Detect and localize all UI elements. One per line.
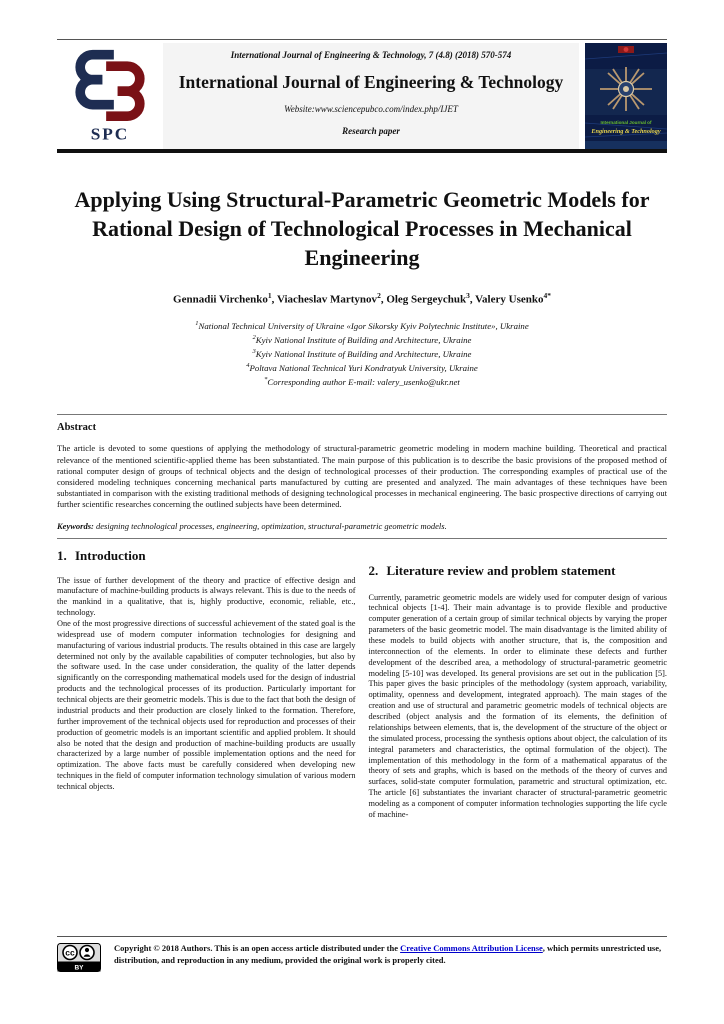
affiliation-mark: 1 xyxy=(195,319,199,327)
affiliation-line xyxy=(57,361,667,375)
abstract-bottom-divider xyxy=(57,538,667,539)
body-paragraph: The issue of further development of the theory and practice of effective design and manufacture of machine-building products is always relevant. This is due to the needs of the mankind in a qualitative, that is, highly productive, economic, reliable, etc., technology. xyxy=(57,575,356,618)
corresponding-author-mark: * xyxy=(264,376,268,384)
journal-website: Website:www.sciencepubco.com/index.php/IJET xyxy=(284,104,458,114)
author-name: , Oleg Sergeychuk xyxy=(380,293,467,306)
body-columns xyxy=(57,548,667,821)
spc-logo-icon xyxy=(60,46,160,146)
cc-by-license-icon xyxy=(57,943,101,977)
journal-title: International Journal of Engineering & Technology xyxy=(178,72,564,92)
affiliation-text: National Technical University of Ukraine «Igor Sikorsky Kyiv Polytechnic Institute», Ukraine xyxy=(198,320,529,331)
creative-commons-license-link[interactable]: Creative Commons Attribution License xyxy=(400,943,543,953)
svg-text:cc: cc xyxy=(65,947,75,958)
section-title: Introduction xyxy=(75,547,146,563)
header-center-band xyxy=(163,43,579,149)
section-number: 2. xyxy=(368,562,379,578)
abstract-heading: Abstract xyxy=(57,422,97,434)
author-name: , Viacheslav Martynov xyxy=(271,293,378,306)
cover-title-text: Engineering & Technology xyxy=(591,128,661,135)
abstract-top-divider xyxy=(57,414,667,415)
author-affiliation-mark: 2 xyxy=(377,291,381,301)
affiliation-mark: 2 xyxy=(252,333,256,341)
license-footer xyxy=(57,936,667,977)
keywords-line xyxy=(57,521,667,531)
journal-header xyxy=(57,43,667,149)
corresponding-author-line xyxy=(57,375,667,389)
affiliation-text: Kyiv National Institute of Building and Architecture, Ukraine xyxy=(255,334,472,345)
author-affiliation-mark: 1 xyxy=(267,291,272,301)
author-affiliation-mark: 4* xyxy=(543,291,551,301)
abstract-body: The article is devoted to some questions of applying the methodology of structural-parametric geometric modeling in modern machine building. Theoretical and practical relevance of the mentioned scientific-applied theme has been substantiated. The main purpose of this publication is to describe the basic provisions of the proposed method of rational computer design of groups of technical objects and the design of technological processes of their production. The corresponding examples of practical use of the considered modeling techniques concerning mechanical parts manufactured by cutting are presented and analyzed. The main advantages of these techniques have been substantiated in comparison with the existing traditional methods of designing technological processes in mechanical engineering. The basic prospective directions of carrying out further scientific researches concerning the outlined subjects have been determined. xyxy=(57,443,667,510)
spc-logo xyxy=(57,43,163,149)
top-divider xyxy=(57,39,667,40)
affiliation-text: Kyiv National Institute of Building and Architecture, Ukraine xyxy=(255,348,472,359)
copyright-prefix: Copyright © 2018 Authors. This is an open access article distributed under the xyxy=(114,943,401,953)
footer-divider xyxy=(57,936,667,937)
section-title: Literature review and problem statement xyxy=(386,562,616,578)
paper-type-label: Research paper xyxy=(342,126,400,136)
section-heading-introduction xyxy=(57,548,356,564)
author-affiliation-mark: 3 xyxy=(466,291,470,301)
section-number: 1. xyxy=(57,547,67,563)
svg-text:BY: BY xyxy=(74,964,84,972)
journal-cover-image xyxy=(585,43,667,149)
affiliation-line xyxy=(57,333,667,347)
copyright-notice xyxy=(114,943,667,967)
cover-subtitle-text: International Journal of xyxy=(600,120,652,125)
journal-cover-thumbnail xyxy=(579,43,667,149)
keywords-text: designing technological processes, engineering, optimization, structural-parametric geometric models. xyxy=(93,520,447,531)
affiliation-mark: 3 xyxy=(252,347,256,355)
body-paragraph: Currently, parametric geometric models are widely used for computer design of various technical objects [1-4]. Their main advantage is to provide flexible and productive computer generation of a certain group of similar technical objects by varying the proper parameters of the basic geometric model. The main disadvantage is the limited ability of these models to build objects with another structure, that is, the composition and interconnection of the elements. In order to eliminate these defects and further development of the described area, a methodology of structural-parametric geometric modeling [5-10] was developed. Its general provisions are set out in the publication [5]. This paper gives the basic principles of the methodology (system approach, variability, optimality, openness and development, integrated approach). The main stages of the creation and use of structural and parametric geometric models of technical objects are described (object analysis and the formation of its elements, the definition of relationships between elements, that is, the development of the structure of the object or the simulated process, processing the synthesis options about object, the calculation of its integral parameters and characteristics, the optimal formulation of the object). The implementation of this methodology in the form of a mathematical apparatus of the theory of sets and graphs, which is based on the methods of the theory of curves and surfaces, solid-state computer formulation, parametric and structural optimization, etc. The article [6] substantiates the invariant character of structural-parametric geometric modeling as a component of computer information technologies supporting the life cycle of machine- xyxy=(368,592,667,819)
affiliation-line xyxy=(57,347,667,361)
affiliation-mark: 4 xyxy=(246,362,250,370)
author-name: , Valery Usenko xyxy=(469,293,544,306)
affiliation-text: Poltava National Technical Yuri Kondratyuk University, Ukraine xyxy=(249,363,478,373)
right-column xyxy=(369,548,668,821)
authors-line xyxy=(57,291,667,306)
article-title: Applying Using Structural-Parametric Geometric Models for Rational Design of Technological Processes in Mechanical Engineering xyxy=(74,187,650,271)
section-heading-literature-review xyxy=(369,563,668,579)
author-name: Gennadii Virchenko xyxy=(173,293,268,306)
left-column xyxy=(57,548,356,821)
affiliations-block xyxy=(57,319,667,390)
keywords-label: Keywords: xyxy=(57,520,94,531)
running-citation: International Journal of Engineering & Technology, 7 (4.8) (2018) 570-574 xyxy=(230,50,512,60)
body-paragraph: One of the most progressive directions of successful achievement of the stated goal is the widespread use of modern computer information technologies for designing and manufacturing of various industrial products. The results obtained in this case are largely determined not only by the available capabilities of computer technologies, but also by the software used. In the case under consideration, the quality of the latter depends significantly on the corresponding mathematical models used for the design of industrial products and the technological processes of its production. Particularly important for technical objects are their geometric models. This is due to the fact that both the design of industrial products and their production are closely linked to the formation. Therefore, further improvement of the technical objects used for reproduction and processes of their production of geometric models is an important scientific and applied problem. It should also be noted that the design and production of machine-building products are usually characterized by a large number of possible implementation options and the need for optimization. The above facts must be carefully considered when developing new techniques in the field of computer information technology simulation of various modern technical objects. xyxy=(57,619,356,791)
corresponding-author-email: Corresponding author E-mail: valery_usenko@ukr.net xyxy=(267,377,460,388)
header-bottom-bar xyxy=(57,149,667,153)
copyright-suffix: , which permits unrestricted use, distribution, and reproduction in any medium, provided the original work is properly cited. xyxy=(114,943,662,965)
affiliation-line xyxy=(57,319,667,333)
spc-logo-text: SPC xyxy=(90,124,130,144)
